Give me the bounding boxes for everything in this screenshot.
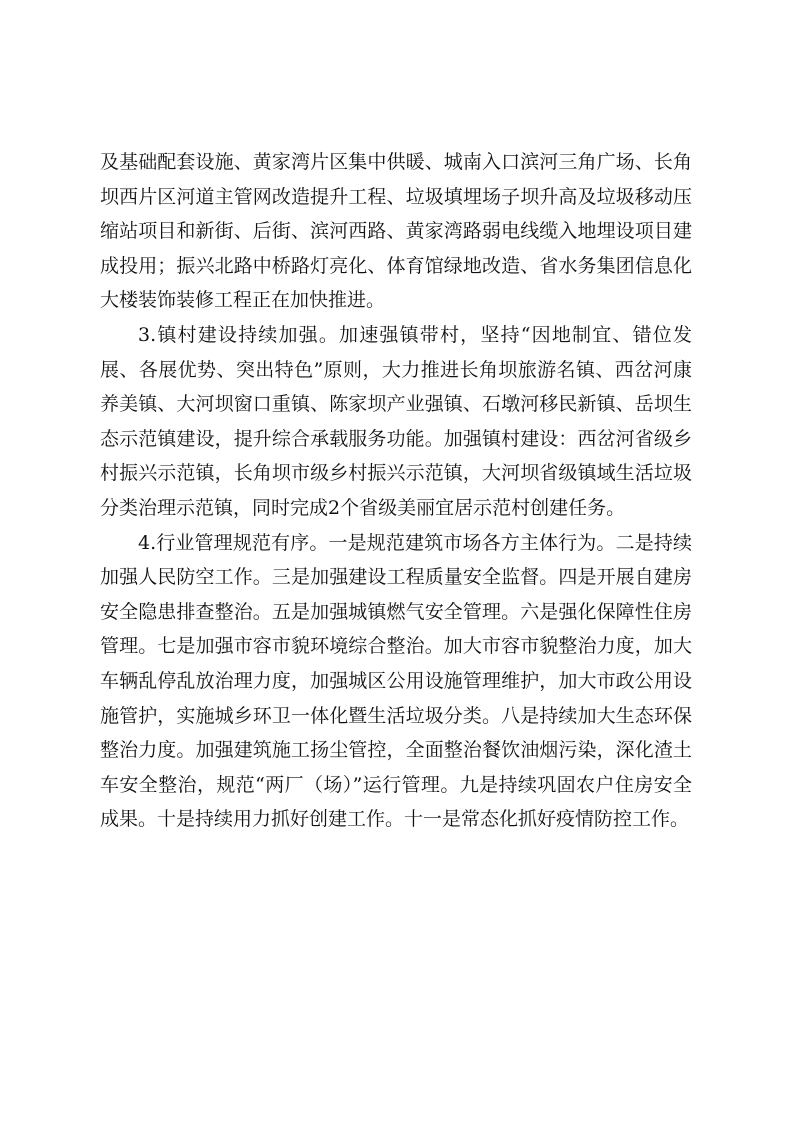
paragraph-infrastructure-continued: 及基础配套设施、黄家湾片区集中供暖、城南入口滨河三角广场、长角坝西片区河道主管网改造提升工程、垃圾填埋场子坝升高及垃圾移动压缩站项目和新街、后街、滨河西路、黄家湾路弱电线缆入地埋设项目建成投用；振兴北路中桥路灯亮化、体育馆绿地改造、省水务集团信息化大楼装饰装修工程正在加快推进。 <box>100 151 692 312</box>
paragraph-industry-management: 4.行业管理规范有序。一是规范建筑市场各方主体行为。二是持续加强人民防空工作。三是加强建设工程质量安全监督。四是开展自建房安全隐患排查整治。五是加强城镇燃气安全管理。六是强化保障性住房管理。七是加强市容市貌环境综合整治。加大市容市貌整治力度，加大车辆乱停乱放治理力度，加强城区公用设施管理维护，加大市政公用设施管护，实施城乡环卫一体化暨生活垃圾分类。八是持续加大生态环保整治力度。加强建筑施工扬尘管控，全面整治餐饮油烟污染，深化渣土车安全整治，规范“两厂（场）”运行管理。九是持续巩固农户住房安全成果。十是持续用力抓好创建工作。十一是常态化抓好疫情防控工作。 <box>100 531 692 831</box>
paragraph-town-village-construction: 3.镇村建设持续加强。加速强镇带村，坚持“因地制宜、错位发展、各展优势、突出特色”原则，大力推进长角坝旅游名镇、西岔河康养美镇、大河坝窗口重镇、陈家坝产业强镇、石墩河移民新镇、岳坝生态示范镇建设，提升综合承载服务功能。加强镇村建设：西岔河省级乡村振兴示范镇，长角坝市级乡村振兴示范镇，大河坝省级镇域生活垃圾分类治理示范镇，同时完成2个省级美丽宜居示范村创建任务。 <box>100 323 692 519</box>
document-body <box>100 145 692 837</box>
